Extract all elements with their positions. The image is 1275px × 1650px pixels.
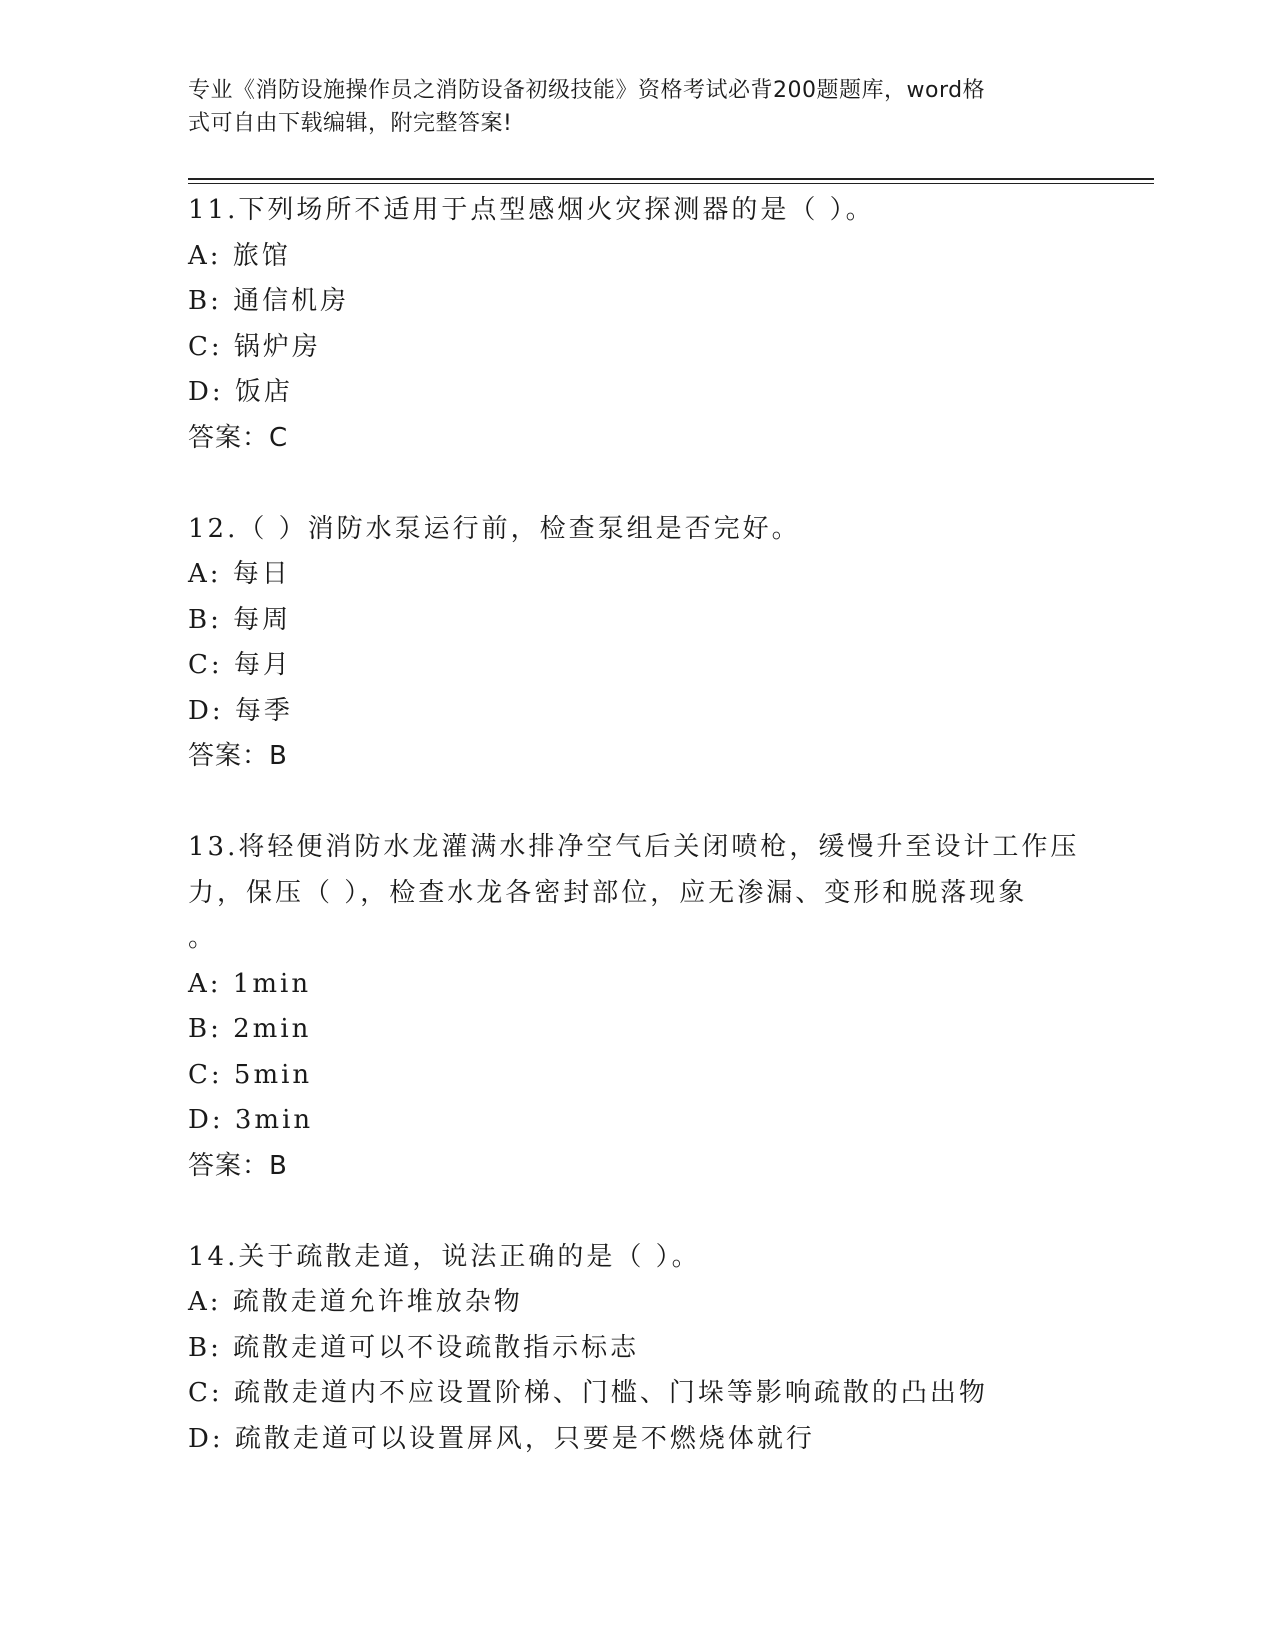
question-11 <box>188 188 1088 461</box>
option-a: A: 疏散走道允许堆放杂物 <box>188 1287 523 1317</box>
option-d: D: 每季 <box>188 695 293 726</box>
option-a: A: 每日 <box>188 559 291 589</box>
answer-line: 答案：B <box>188 1150 288 1181</box>
option-a: A: 1min <box>188 968 312 999</box>
option-b: B: 每周 <box>188 604 292 635</box>
header-divider-thin <box>188 183 1154 184</box>
option-b: B: 2min <box>188 1014 312 1044</box>
option-d: D: 3min <box>188 1105 314 1135</box>
option-d: D: 饭店 <box>188 377 293 407</box>
question-13 <box>188 825 1088 1189</box>
question-stem-line-2: 力，保压（ ），检查水龙各密封部位，应无渗漏、变形和脱落现象 <box>188 877 1028 908</box>
question-spacer <box>188 780 1088 826</box>
question-stem: 11.下列场所不适用于点型感烟火灾探测器的是（ ）。 <box>188 195 875 225</box>
question-stem: 14.关于疏散走道，说法正确的是（ ）。 <box>188 1241 701 1272</box>
option-c: C: 每月 <box>188 650 292 680</box>
header-line-2: 式可自由下载编辑，附完整答案! <box>188 111 513 136</box>
header-divider-thick <box>188 178 1154 180</box>
answer-line: 答案：C <box>188 422 289 453</box>
option-d: D: 疏散走道可以设置屏风，只要是不燃烧体就行 <box>188 1423 815 1454</box>
question-stem-line-3: 。 <box>188 923 218 953</box>
option-a: A: 旅馆 <box>188 240 291 271</box>
answer-line: 答案：B <box>188 741 288 771</box>
question-stem: 12.（ ）消防水泵运行前，检查泵组是否完好。 <box>188 513 801 544</box>
question-stem-line-1: 13.将轻便消防水龙灌满水排净空气后关闭喷枪，缓慢升至设计工作压 <box>188 832 1080 862</box>
question-12 <box>188 507 1088 780</box>
question-spacer <box>188 1189 1088 1235</box>
question-14 <box>188 1235 1088 1463</box>
question-list <box>188 188 1088 1462</box>
option-c: C: 疏散走道内不应设置阶梯、门槛、门垛等影响疏散的凸出物 <box>188 1378 988 1408</box>
option-c: C: 锅炉房 <box>188 331 321 362</box>
header-line-1: 专业《消防设施操作员之消防设备初级技能》资格考试必背200题题库，word格 <box>188 78 986 103</box>
option-c: C: 5min <box>188 1059 313 1090</box>
option-b: B: 通信机房 <box>188 286 350 316</box>
option-b: B: 疏散走道可以不设疏散指示标志 <box>188 1332 640 1363</box>
document-header <box>188 74 1088 140</box>
question-spacer <box>188 461 1088 507</box>
